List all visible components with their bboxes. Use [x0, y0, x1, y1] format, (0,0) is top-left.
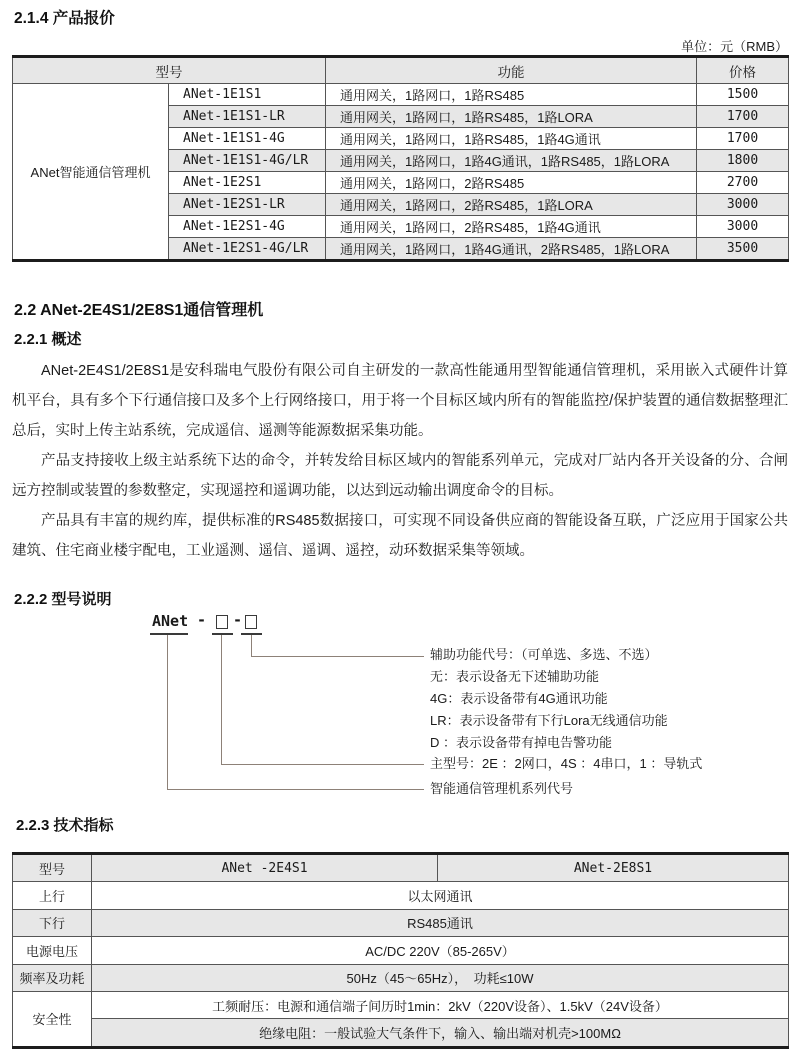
- main-model-label: 主型号：2E ：2网口，4S ：4串口，1 ：导轨式: [430, 756, 703, 771]
- spec-row-value: RS485通讯: [92, 909, 789, 936]
- function-cell: 通用网关，1路网口，1路4G通讯，2路RS485，1路LORA: [326, 238, 697, 261]
- table-row: [13, 909, 789, 936]
- function-cell: 通用网关，1路网口，1路RS485，1路4G通讯: [326, 128, 697, 150]
- pricing-header-function: 功能: [326, 57, 697, 84]
- price-cell: 1500: [697, 84, 789, 106]
- model-cell: ANet-1E2S1: [169, 172, 326, 194]
- function-cell: 通用网关，1路网口，2路RS485: [326, 172, 697, 194]
- table-row: [13, 882, 789, 909]
- table-row: [13, 84, 789, 106]
- diagram-underline: [212, 633, 233, 635]
- section-2-2-3-title: 2.2.3 技术指标: [16, 817, 114, 834]
- aux-label: 辅助功能代号：（可单选、多选、不选）: [430, 647, 658, 662]
- overview-paragraph: 产品具有丰富的规约库，提供标准的RS485数据接口，可实现不同设备供应商的智能设备互联，广泛应用于国家公共建筑、住宅商业楼宇配电，工业遥测、遥信、遥调、遥控，动环数据采集等领域。: [12, 513, 788, 559]
- diagram-dash: -: [233, 611, 243, 629]
- spec-header-label: 型号: [13, 854, 92, 882]
- spec-row-label: 频率及功耗: [13, 964, 92, 991]
- spec-model-b: ANet-2E8S1: [438, 854, 789, 882]
- price-cell: 1700: [697, 128, 789, 150]
- model-cell: ANet-1E2S1-LR: [169, 194, 326, 216]
- diagram-connector-line: [221, 764, 424, 765]
- spec-row-label: 下行: [13, 909, 92, 936]
- price-cell: 2700: [697, 172, 789, 194]
- function-cell: 通用网关，1路网口，2路RS485，1路LORA: [326, 194, 697, 216]
- diagram-connector-line: [221, 635, 222, 765]
- price-cell: 3500: [697, 238, 789, 261]
- function-cell: 通用网关，1路网口，1路RS485，1路LORA: [326, 106, 697, 128]
- safety-row-value: 绝缘电阻：一般试验大气条件下，输入、输出端对机壳>100MΩ: [92, 1019, 789, 1047]
- table-row: [13, 854, 789, 882]
- group-label-cell: ANet智能通信管理机: [13, 84, 169, 261]
- price-cell: 1800: [697, 150, 789, 172]
- model-cell: ANet-1E2S1-4G/LR: [169, 238, 326, 261]
- section-2-1-4-title: 2.1.4 产品报价: [14, 10, 115, 27]
- aux-label: LR：表示设备带有下行Lora无线通信功能: [430, 713, 668, 728]
- safety-row-value: 工频耐压：电源和通信端子间历时1min：2kV（220V设备）、1.5kV（24V设备）: [92, 991, 789, 1018]
- safety-label-cell: 安全性: [13, 991, 92, 1047]
- diagram-underline: [150, 633, 188, 635]
- price-cell: 3000: [697, 194, 789, 216]
- series-code-label: 智能通信管理机系列代号: [430, 781, 574, 796]
- function-cell: 通用网关，1路网口，1路RS485: [326, 84, 697, 106]
- table-row: [13, 991, 789, 1018]
- function-cell: 通用网关，1路网口，1路4G通讯，1路RS485，1路LORA: [326, 150, 697, 172]
- diagram-connector-line: [251, 635, 252, 657]
- pricing-header-row: [13, 57, 789, 84]
- spec-model-a: ANet -2E4S1: [92, 854, 438, 882]
- pricing-header-price: 价格: [697, 57, 789, 84]
- diagram-model-prefix: ANet: [152, 612, 189, 630]
- model-cell: ANet-1E1S1-4G: [169, 128, 326, 150]
- model-cell: ANet-1E1S1-LR: [169, 106, 326, 128]
- table-row: [13, 964, 789, 991]
- spec-table: [12, 852, 789, 1049]
- section-2-2-title: 2.2 ANet-2E4S1/2E8S1通信管理机: [14, 302, 264, 319]
- aux-label: 4G：表示设备带有4G通讯功能: [430, 691, 608, 706]
- aux-function-labels: [430, 644, 668, 754]
- function-cell: 通用网关，1路网口，2路RS485，1路4G通讯: [326, 216, 697, 238]
- diagram-connector-line: [251, 656, 424, 657]
- overview-paragraphs: [12, 356, 788, 566]
- pricing-table: [12, 55, 789, 262]
- spec-row-value: 50Hz（45～65Hz）， 功耗≤10W: [92, 964, 789, 991]
- diagram-placeholder-box: [245, 615, 257, 629]
- overview-paragraph: ANet-2E4S1/2E8S1是安科瑞电气股份有限公司自主研发的一款高性能通用型智能通信管理机，采用嵌入式硬件计算机平台，具有多个下行通信接口及多个上行网络接口，用于将一个目标区域内所有的智能监控/保护装置的通信数据整理汇总后，实时上传主站系统，完成遥信、遥测等能源数据采集功能。: [12, 363, 788, 439]
- diagram-dash: -: [197, 611, 207, 629]
- unit-note: 单位：元（RMB）: [681, 39, 788, 54]
- spec-row-label: 电源电压: [13, 937, 92, 964]
- pricing-header-model: 型号: [13, 57, 326, 84]
- overview-paragraph: 产品支持接收上级主站系统下达的命令，并转发给目标区域内的智能系列单元，完成对厂站内各开关设备的分、合闸远方控制或装置的参数整定，实现遥控和遥调功能，以达到远动输出调度命令的目标。: [12, 453, 788, 499]
- aux-label: D ：表示设备带有掉电告警功能: [430, 735, 613, 750]
- model-cell: ANet-1E1S1-4G/LR: [169, 150, 326, 172]
- price-cell: 1700: [697, 106, 789, 128]
- price-cell: 3000: [697, 216, 789, 238]
- diagram-connector-line: [167, 635, 168, 790]
- spec-row-value: AC/DC 220V（85-265V）: [92, 937, 789, 964]
- table-row: [13, 937, 789, 964]
- spec-row-value: 以太网通讯: [92, 882, 789, 909]
- diagram-connector-line: [167, 789, 424, 790]
- model-cell: ANet-1E1S1: [169, 84, 326, 106]
- model-cell: ANet-1E2S1-4G: [169, 216, 326, 238]
- section-2-2-2-title: 2.2.2 型号说明: [14, 591, 112, 608]
- model-naming-diagram: [0, 600, 800, 814]
- diagram-placeholder-box: [216, 615, 228, 629]
- aux-label: 无：表示设备无下述辅助功能: [430, 669, 600, 684]
- section-2-2-1-title: 2.2.1 概述: [14, 331, 82, 348]
- spec-row-label: 上行: [13, 882, 92, 909]
